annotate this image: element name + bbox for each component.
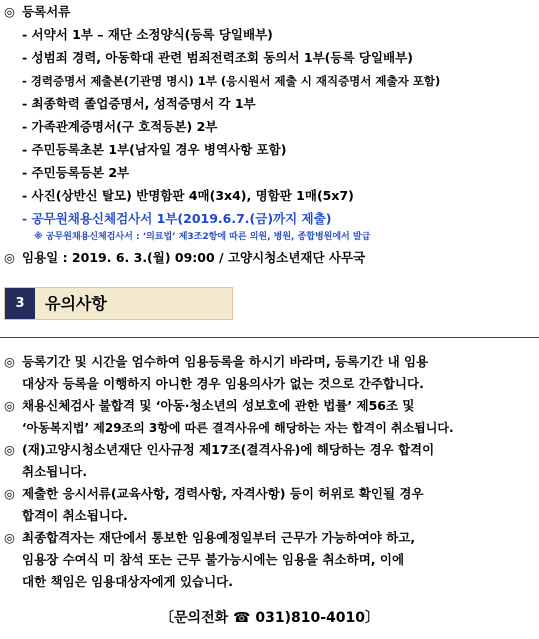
notice-line: 등록기간 및 시간을 엄수하여 임용등록을 하시기 바라며, 등록기간 내 임용 <box>22 354 429 369</box>
notice-line: 제출한 응시서류(교육사항, 경력사항, 자격사항) 등이 허위로 확인될 경우 <box>22 486 424 501</box>
notice-item <box>4 530 415 546</box>
notice-line: ‘아동복지법’ 제29조의 3항에 따른 결격사유에 해당하는 자는 합격이 취소됩니다. <box>22 421 454 435</box>
document-item: - 성범죄 경력, 아동학대 관련 범죄전력조회 동의서 1부(등록 당일배부) <box>22 50 413 65</box>
notice-line: (재)고양시청소년재단 인사규정 제17조(결격사유)에 해당하는 경우 합격이 <box>22 442 435 457</box>
notice-line: 대상자 등록을 이행하지 아니한 경우 임용의사가 없는 것으로 간주합니다. <box>22 376 424 391</box>
bracket-open: 〔 <box>160 610 175 626</box>
document-item: - 최종학력 졸업증명서, 성적증명서 각 1부 <box>22 96 256 111</box>
appointment-text: 임용일 : 2019. 6. 3.(월) 09:00 / 고양시청소년재단 사무국 <box>22 250 366 265</box>
notice-item <box>4 442 434 458</box>
bracket-close: 〕 <box>364 610 379 626</box>
notice-item <box>4 486 424 502</box>
document-note: ※ 공무원채용신체검사서 : ‘의료법’ 제3조2항에 따른 의원, 병원, 종합병원에서 발급 <box>34 232 371 242</box>
section-header <box>4 287 233 320</box>
phone-icon: ☎ <box>233 610 251 626</box>
document-item: - 서약서 1부 – 재단 소정양식(등록 당일배부) <box>22 27 273 42</box>
bullet-symbol: ◎ <box>4 530 15 545</box>
document-item: - 사진(상반신 탈모) 반명함판 4매(3x4), 명함판 1매(5x7) <box>22 188 354 203</box>
documents-heading-text: 등록서류 <box>22 4 71 19</box>
notice-line: 대한 책임은 임용대상자에게 있습니다. <box>22 574 234 589</box>
document-item: - 경력증명서 제출본(기관명 명시) 1부 (응시원서 제출 시 재직증명서 제출자 포함) <box>22 74 441 88</box>
bullet-symbol: ◎ <box>4 398 15 413</box>
notice-line: 합격이 취소됩니다. <box>22 508 128 523</box>
bullet-symbol: ◎ <box>4 442 15 457</box>
notice-line: 채용신체검사 불합격 및 ‘아동·청소년의 성보호에 관한 법률’ 제56조 및 <box>22 398 415 413</box>
section-number: 3 <box>5 288 35 319</box>
notice-item <box>4 398 414 414</box>
bullet-symbol: ◎ <box>4 486 15 501</box>
contact-line <box>0 609 539 627</box>
bullet-symbol: ◎ <box>4 250 15 265</box>
bullet-symbol: ◎ <box>4 354 15 369</box>
notice-line: 임용장 수여식 미 참석 또는 근무 불가능시에는 임용을 취소하며, 이에 <box>22 552 405 567</box>
notice-item <box>4 354 428 370</box>
bullet-symbol: ◎ <box>4 4 15 19</box>
notice-line: 취소됩니다. <box>22 464 88 479</box>
divider <box>0 337 539 338</box>
document-item-highlight: - 공무원채용신체검사서 1부(2019.6.7.(금)까지 제출) <box>22 211 332 226</box>
section-title: 유의사항 <box>45 294 107 313</box>
document-item: - 주민등록등본 2부 <box>22 165 130 180</box>
notice-line: 최종합격자는 재단에서 통보한 임용예정일부터 근무가 가능하여야 하고, <box>22 530 416 545</box>
document-item: - 가족관계증명서(구 호적등본) 2부 <box>22 119 218 134</box>
contact-label: 문의전화 <box>174 610 229 626</box>
appointment-line <box>4 250 365 266</box>
document-item: - 주민등록초본 1부(남자일 경우 병역사항 포함) <box>22 142 287 157</box>
documents-heading <box>4 4 70 20</box>
contact-number: 031)810-4010 <box>255 610 365 626</box>
